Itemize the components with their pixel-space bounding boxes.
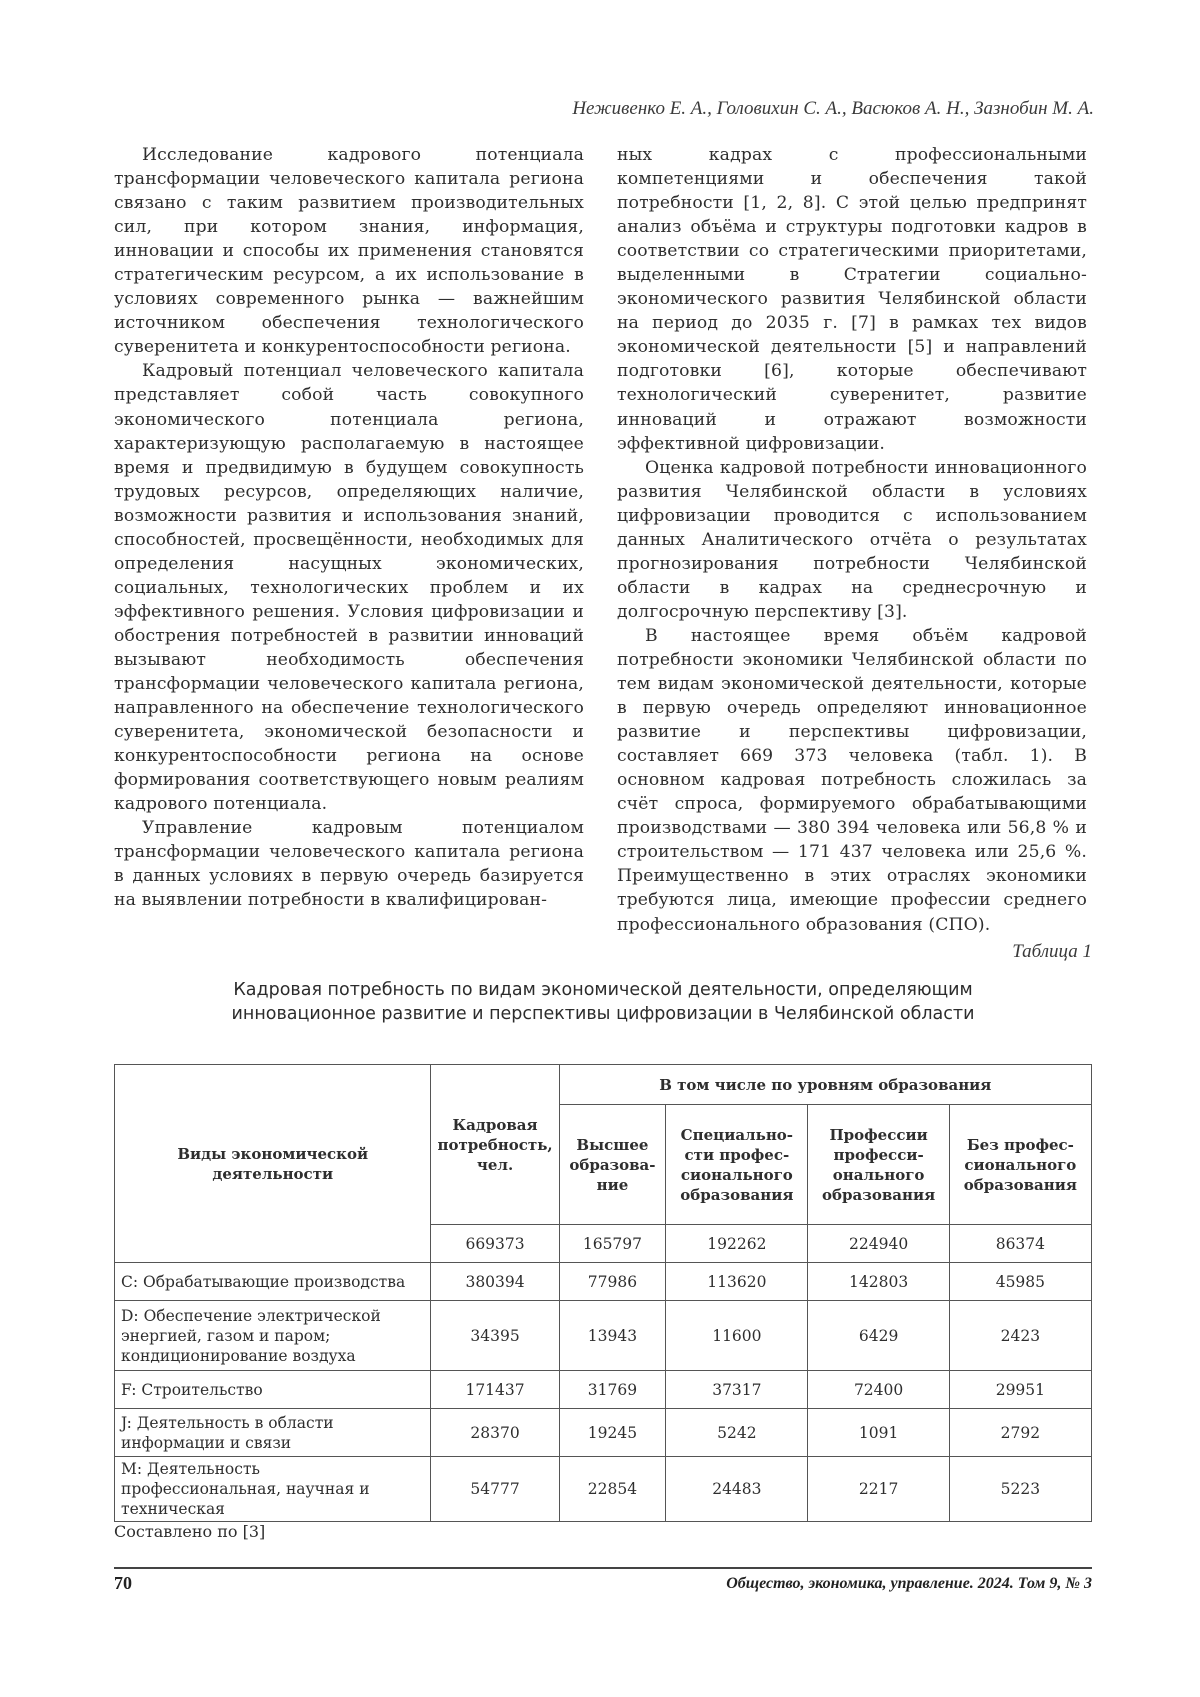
cell: 28370 [431, 1409, 559, 1457]
activity-cell: D: Обеспечение электрической энергией, газом и паром; кондиционирование воздуха [115, 1301, 431, 1371]
paragraph: Оценка кадровой потребности инновационного развития Челябинской области в условиях цифровизации проводится с использованием данных Аналитического отчёта о результатах прогнозирования потребности Челябинской области в кадрах на среднесрочную и долгосрочную перспективу [3]. [617, 457, 1087, 622]
journal-citation: Общество, экономика, управление. 2024. Том 9, № 3 [726, 1575, 1092, 1592]
table-row [115, 1263, 1092, 1301]
header-demand: Кадровая потребность, чел. [431, 1065, 559, 1225]
cell: 192262 [666, 1225, 808, 1263]
cell: 45985 [949, 1263, 1091, 1301]
paragraph: Исследование кадрового потенциала трансформации человеческого капитала региона связано с таким развитием производительных сил, при котором знания, информация, инновации и способы их применения становятся стратегическим ресурсом, а их использование в условиях современного рынка — важнейшим источником обеспечения технологического суверенитета и конкурентоспособности региона. [114, 145, 584, 358]
cell: 86374 [949, 1225, 1091, 1263]
cell: 2217 [808, 1457, 949, 1522]
text-column-left [114, 143, 584, 913]
paragraph: В настоящее время объём кадровой потребности экономики Челябинской области по тем видам экономической деятельности, которые в первую очередь определяют инновационное развитие и перспективы цифровизации, составляет 669 373 человека (табл. 1). В основном кадровая потребность сложилась за счёт спроса, формируемого обрабатывающими производствами — 380 394 человека или 56,8 % и строительством — 171 437 человека или 25,6 %. Преимущественно в этих отраслях экономики требуются лица, имеющие профессии среднего профессионального образования (СПО). [617, 625, 1087, 935]
table-source-note: Составлено по [3] [114, 1522, 266, 1541]
cell: 2792 [949, 1409, 1091, 1457]
cell: 37317 [666, 1371, 808, 1409]
cell: 6429 [808, 1301, 949, 1371]
cell: 77986 [559, 1263, 666, 1301]
header-professions: Профессии професси-онального образования [808, 1105, 949, 1225]
cell: 72400 [808, 1371, 949, 1409]
cell: 669373 [431, 1225, 559, 1263]
table-row [115, 1301, 1092, 1371]
header-activity: Виды экономической деятельности [115, 1065, 431, 1263]
cell: 54777 [431, 1457, 559, 1522]
paragraph: Управление кадровым потенциалом трансформации человеческого капитала региона в данных условиях в первую очередь базируется на выявлении потребности в квалифицирован- [114, 818, 584, 911]
text-column-right [617, 143, 1087, 937]
running-head-authors: Неживенко Е. А., Головихин С. А., Васюков А. Н., Зазнобин М. А. [572, 98, 1094, 119]
header-higher: Высшее образова-ние [559, 1105, 666, 1225]
cell: 224940 [808, 1225, 949, 1263]
table-row [115, 1457, 1092, 1522]
activity-cell: M: Деятельность профессиональная, научная и техническая [115, 1457, 431, 1522]
cell: 142803 [808, 1263, 949, 1301]
cell: 165797 [559, 1225, 666, 1263]
paragraph: Кадровый потенциал человеческого капитала представляет собой часть совокупного экономического потенциала региона, характеризующую располагаемую в настоящее время и предвидимую в будущем совокупность трудовых ресурсов, определяющих наличие, возможности развития и использования знаний, способностей, просвещённости, необходимых для определения насущных экономических, социальных, технологических проблем и их эффективного решения. Условия цифровизации и обострения потребностей в развитии инноваций вызывают необходимость обеспечения трансформации человеческого капитала региона, направленного на обеспечение технологического суверенитета, экономической безопасности и конкурентоспособности региона на основе формирования соответствующего новым реалиям кадрового потенциала. [114, 361, 584, 815]
header-education-group: В том числе по уровням образования [559, 1065, 1091, 1105]
cell: 19245 [559, 1409, 666, 1457]
cell: 29951 [949, 1371, 1091, 1409]
page-number: 70 [114, 1573, 132, 1593]
header-none: Без профес-сионального образования [949, 1105, 1091, 1225]
activity-cell: J: Деятельность в области информации и связи [115, 1409, 431, 1457]
cell: 22854 [559, 1457, 666, 1522]
cell: 2423 [949, 1301, 1091, 1371]
table-title-line: Кадровая потребность по видам экономической деятельности, определяющим [233, 980, 973, 1000]
activity-cell: C: Обрабатывающие производства [115, 1263, 431, 1301]
cell: 31769 [559, 1371, 666, 1409]
table-label: Таблица 1 [1012, 941, 1092, 962]
table-title-line: инновационное развитие и перспективы цифровизации в Челябинской области [231, 1004, 975, 1024]
staffing-demand-table [114, 1064, 1092, 1522]
footer-divider [114, 1567, 1092, 1569]
paragraph: ных кадрах с профессиональными компетенциями и обеспечения такой потребности [1, 2, 8]. С этой целью предпринят анализ объёма и структуры подготовки кадров в соответствии со стратегическими приоритетами, выделенными в Стратегии социально-экономического развития Челябинской области на период до 2035 г. [7] в рамках тех видов экономической деятельности [5] и направлений подготовки [6], которые обеспечивают технологический суверенитет, развитие инноваций и отражают возможности эффективной цифровизации. [617, 145, 1087, 454]
cell: 171437 [431, 1371, 559, 1409]
cell: 1091 [808, 1409, 949, 1457]
cell: 5242 [666, 1409, 808, 1457]
cell: 34395 [431, 1301, 559, 1371]
table-row [115, 1409, 1092, 1457]
cell: 13943 [559, 1301, 666, 1371]
table-title [114, 978, 1092, 1026]
cell: 5223 [949, 1457, 1091, 1522]
activity-cell: F: Строительство [115, 1371, 431, 1409]
table-row [115, 1371, 1092, 1409]
cell: 113620 [666, 1263, 808, 1301]
cell: 11600 [666, 1301, 808, 1371]
cell: 24483 [666, 1457, 808, 1522]
header-specialties: Специально-сти профес-сионального образования [666, 1105, 808, 1225]
cell: 380394 [431, 1263, 559, 1301]
